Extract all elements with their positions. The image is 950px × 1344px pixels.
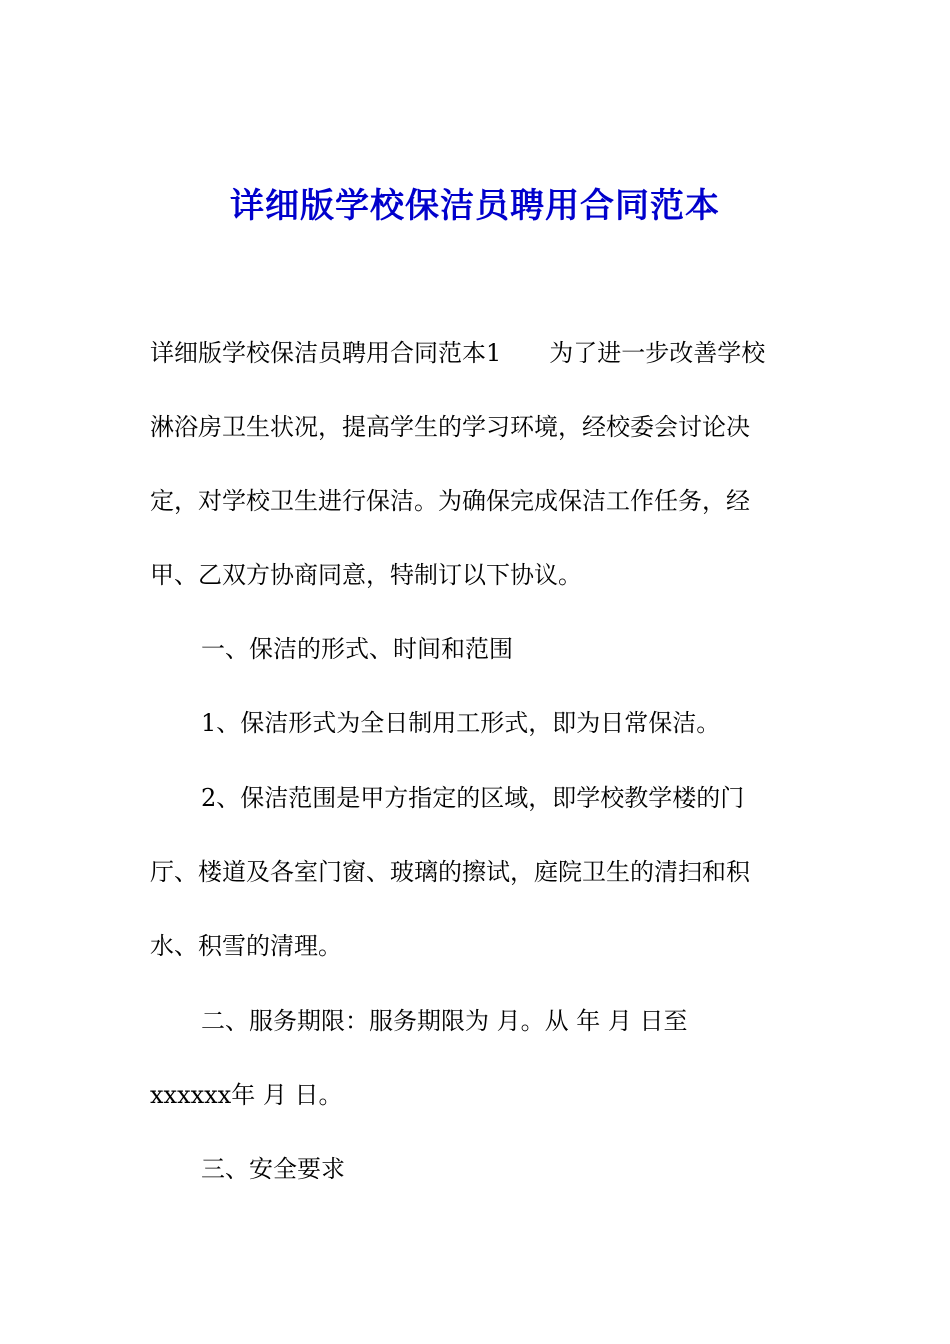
paragraph-line: 1、保洁形式为全日制用工形式，即为日常保洁。 [201, 709, 721, 737]
paragraph-line: 2、保洁范围是甲方指定的区域，即学校教学楼的门 [201, 784, 745, 812]
paragraph-line: 甲、乙双方协商同意，特制订以下协议。 [150, 561, 582, 589]
paragraph-line: xxxxxx年 月 日。 [150, 1081, 343, 1109]
paragraph-line: 厅、楼道及各室门窗、玻璃的擦试，庭院卫生的清扫和积 [150, 858, 750, 886]
paragraph-line: 详细版学校保洁员聘用合同范本1 为了进一步改善学校 [150, 339, 766, 367]
paragraph-line: 淋浴房卫生状况，提高学生的学习环境，经校委会讨论决 [150, 413, 750, 441]
paragraph-line: 定，对学校卫生进行保洁。为确保完成保洁工作任务，经 [150, 487, 750, 515]
paragraph-line: 水、积雪的清理。 [150, 932, 342, 960]
section-heading: 二、服务期限：服务期限为 月。从 年 月 日至 [201, 1007, 688, 1035]
section-heading: 一、保洁的形式、时间和范围 [201, 635, 513, 663]
section-heading: 三、安全要求 [201, 1155, 345, 1183]
document-title: 详细版学校保洁员聘用合同范本 [230, 186, 720, 226]
